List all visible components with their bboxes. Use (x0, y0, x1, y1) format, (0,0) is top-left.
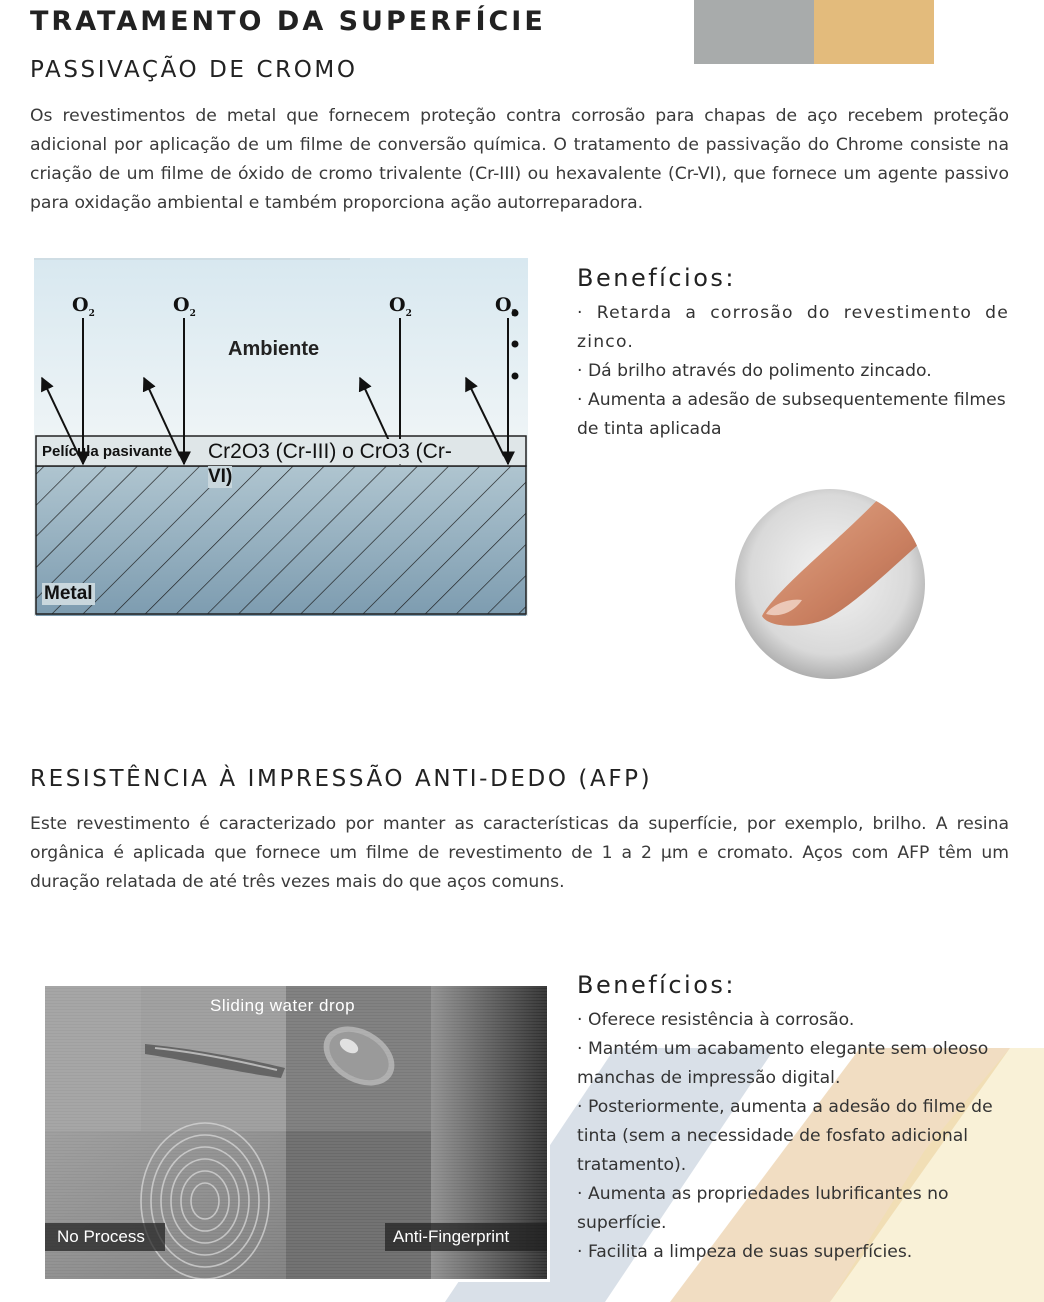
list-item: · Facilita a limpeza de suas superfícies. (577, 1238, 1009, 1267)
photo-label-right: Anti-Fingerprint (393, 1227, 510, 1246)
list-item: · Posteriormente, aumenta a adesão do filme de tinta (sem a necessidade de fosfato adicional tratamento). (577, 1093, 1009, 1180)
chrome-paragraph: Os revestimentos de metal que fornecem proteção contra corrosão para chapas de aço recebem proteção adicional por aplicação de um filme de conversão química. O tratamento de passivação do Chrome consiste na criação de um filme de óxido de cromo trivalente (Cr-III) ou hexavalente (Cr-VI), que fornece um agente passivo para oxidação ambiental e também proporciona ação autorreparadora. (30, 106, 1009, 213)
photo-label-top: Sliding water drop (210, 996, 356, 1015)
finger-image (732, 488, 932, 684)
chrome-heading: PASSIVAÇÃO DE CROMO (30, 57, 358, 83)
list-item: · Aumenta a adesão de subsequentemente filmes de tinta aplicada (577, 386, 1009, 444)
passivation-diagram (34, 258, 528, 616)
metal-label: Metal (44, 583, 93, 604)
film-label: Película pasivante (42, 443, 173, 460)
photo-label-left: No Process (57, 1227, 145, 1246)
o2-label: $O_2$ (72, 294, 95, 319)
color-swatch-gold (814, 0, 934, 64)
ambient-label: Ambiente (228, 338, 320, 360)
afp-comparison-photo (45, 986, 547, 1279)
afp-heading: RESISTÊNCIA À IMPRESSÃO ANTI-DEDO (AFP) (30, 766, 653, 792)
film-formula-cont: VI) (208, 466, 233, 487)
list-item: · Mantém um acabamento elegante sem oleoso manchas de impressão digital. (577, 1035, 1009, 1093)
afp-benefits-list (577, 1006, 1009, 1267)
list-item: · Aumenta as propriedades lubrificantes no superfície. (577, 1180, 1009, 1238)
o2-label: $O_2$ (173, 294, 196, 319)
afp-benefits-title: Benefícios: (577, 971, 736, 999)
list-item: · Dá brilho através do polimento zincado. (577, 357, 1009, 386)
page-title: TRATAMENTO DA SUPERFÍCIE (30, 6, 546, 37)
o2-label: $O_2$ (389, 294, 412, 319)
film-formula: Cr2O3 (Cr-III) o CrO3 (Cr- (208, 440, 452, 463)
afp-paragraph: Este revestimento é caracterizado por manter as características da superfície, por exemplo, brilho. A resina orgânica é aplicada que fornece um filme de revestimento de 1 a 2 μm e cromato. Aços com AFP têm um duração relatada de até três vezes mais do que aços comuns. (30, 814, 1009, 892)
chrome-benefits-title: Benefícios: (577, 264, 736, 292)
list-item: · Retarda a corrosão do revestimento de zinco. (577, 299, 1009, 357)
o2-label: $O_2$ (495, 294, 518, 319)
color-swatch-gray (694, 0, 814, 64)
chrome-benefits-list (577, 299, 1009, 444)
list-item: · Oferece resistência à corrosão. (577, 1006, 1009, 1035)
